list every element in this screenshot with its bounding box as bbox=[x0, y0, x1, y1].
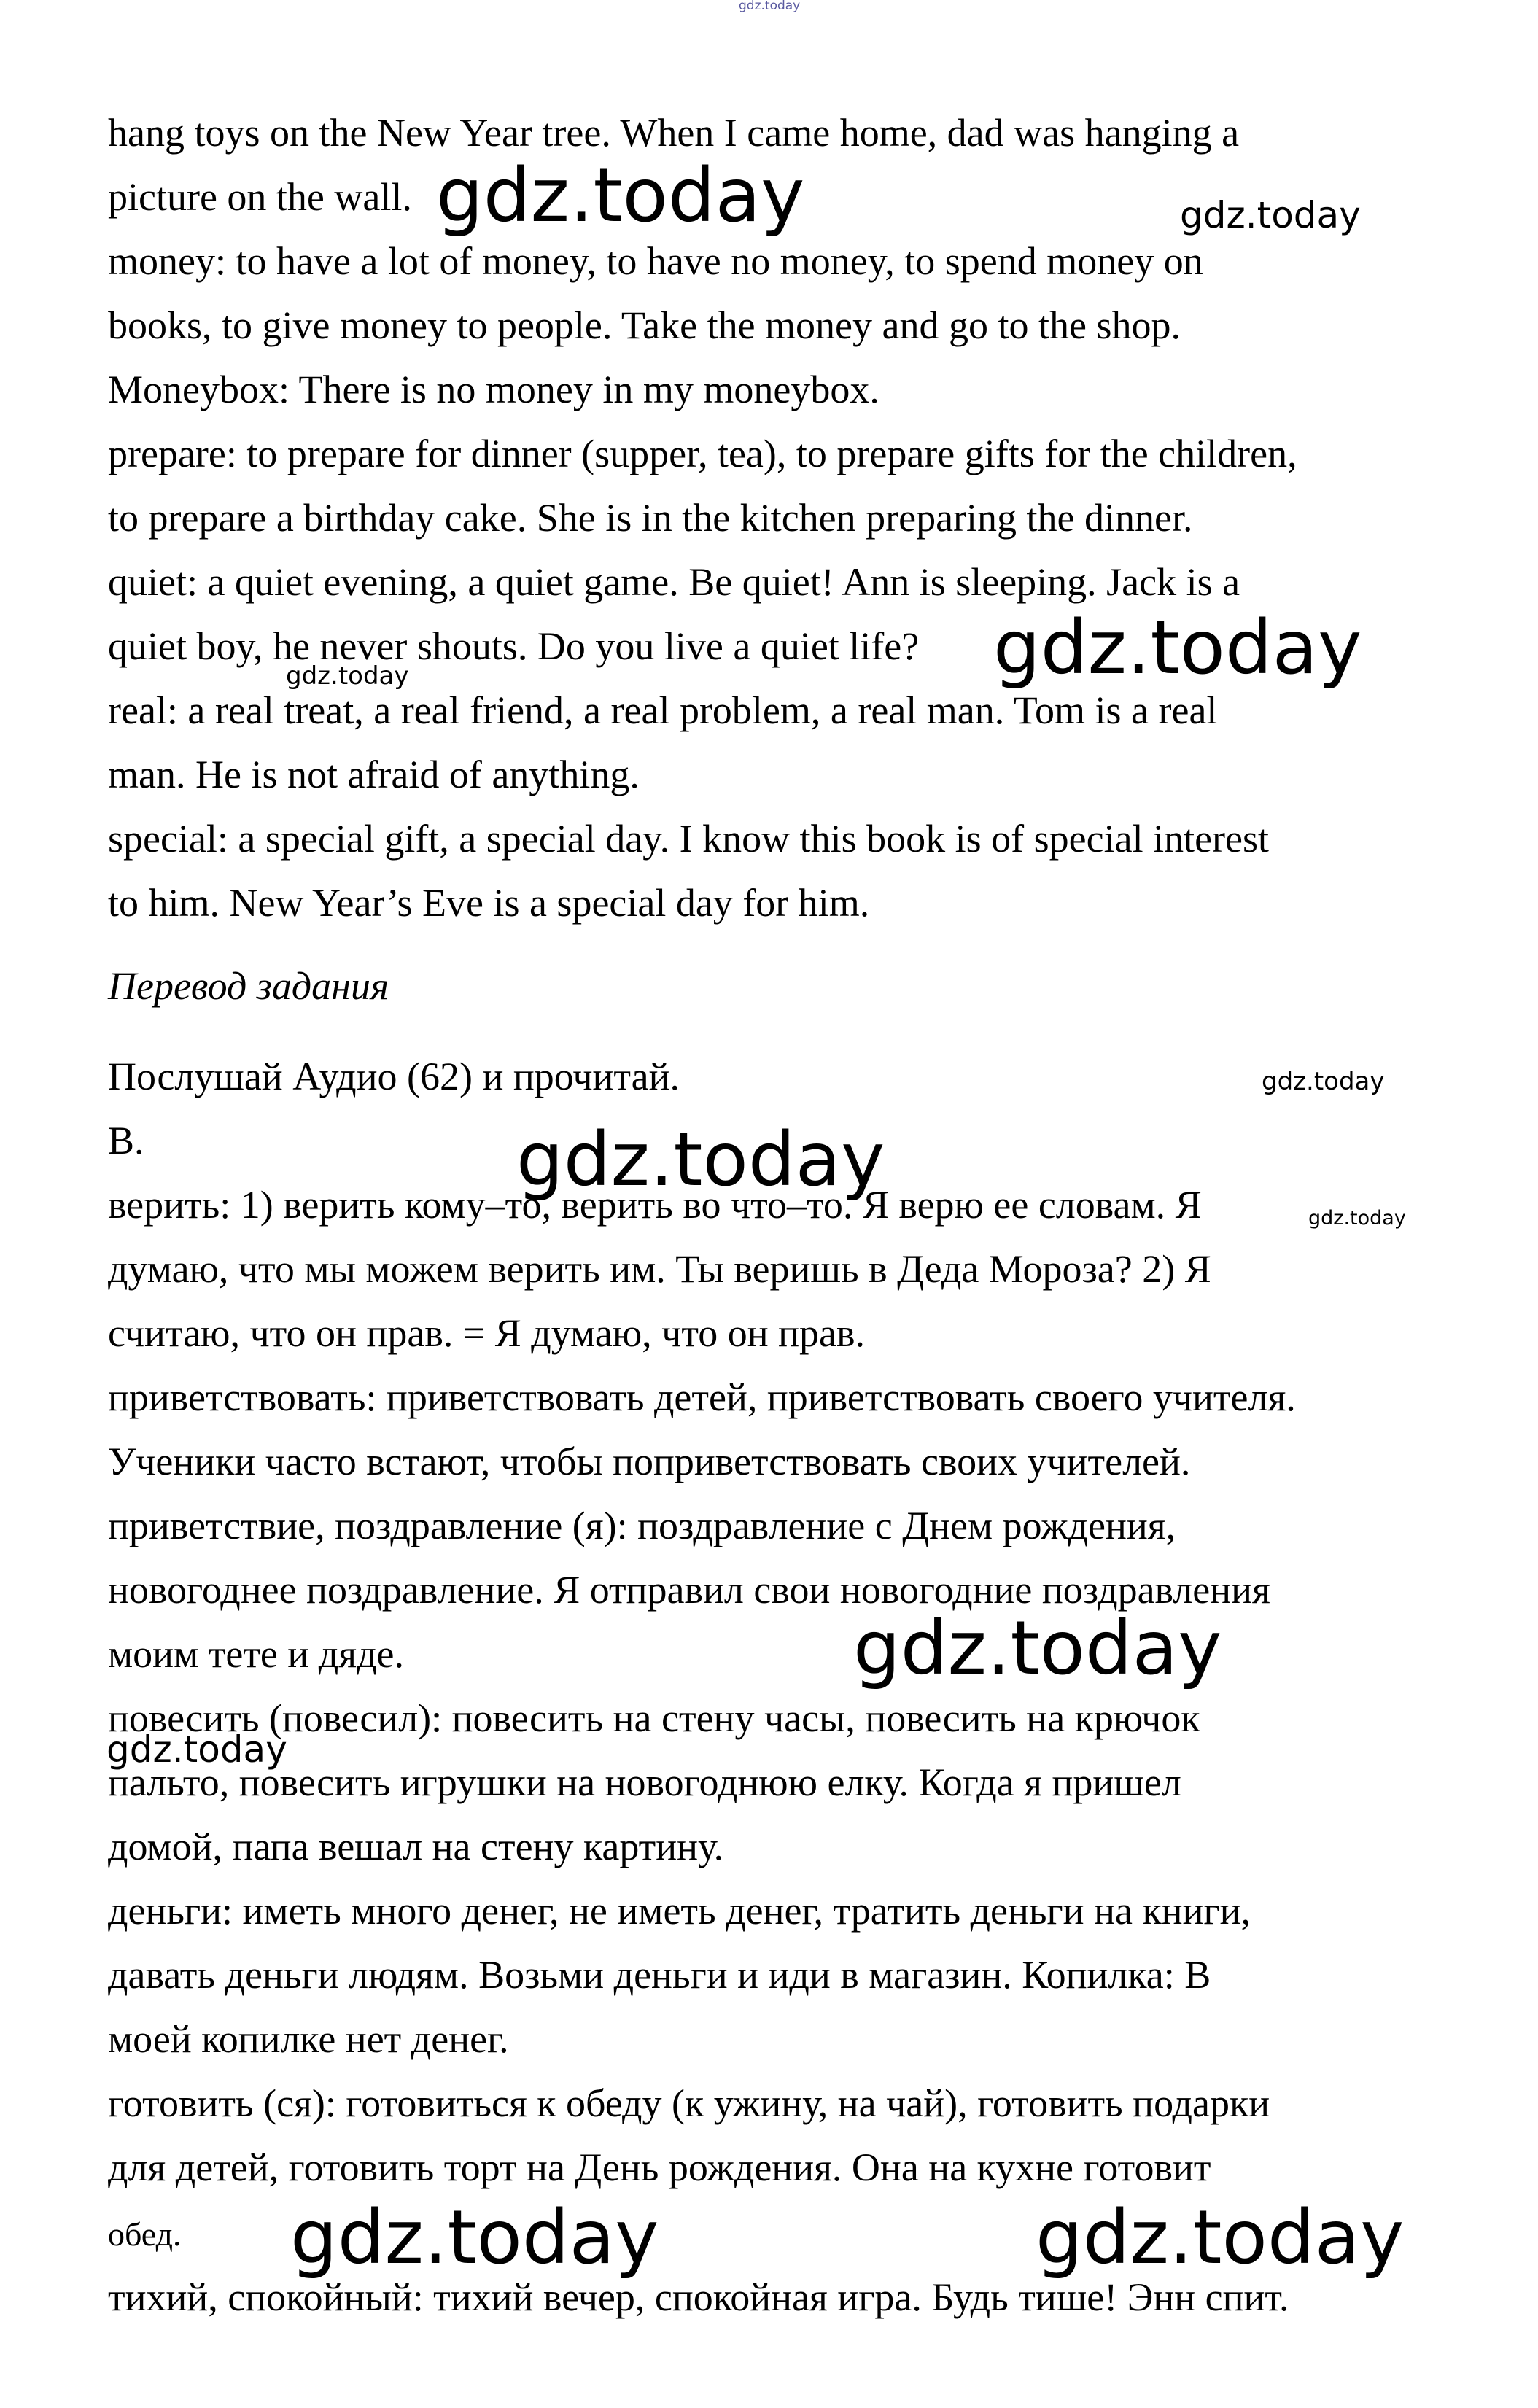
text-line: special: a special gift, a special day. I know this book is of special interest bbox=[108, 817, 1270, 861]
text-line: приветствие, поздравление (я): поздравление с Днем рождения, bbox=[108, 1504, 1176, 1547]
text-line: Moneybox: There is no money in my moneybox. bbox=[108, 368, 879, 411]
watermark: gdz.today bbox=[286, 661, 409, 691]
text-line: для детей, готовить торт на День рождения. Она на кухне готовит bbox=[108, 2145, 1211, 2189]
text-line: books, to give money to people. Take the money and go to the shop. bbox=[108, 303, 1181, 347]
text-line: quiet boy, he never shouts. Do you live a quiet life? bbox=[108, 624, 920, 668]
watermark: gdz.today bbox=[993, 605, 1362, 691]
text-line: домой, папа вешал на стену картину. bbox=[108, 1825, 724, 1868]
text-line: готовить (ся): готовиться к обеду (к ужину, на чай), готовить подарки bbox=[108, 2081, 1270, 2125]
text-line: picture on the wall. bbox=[108, 175, 412, 219]
watermark: gdz.today bbox=[853, 1605, 1222, 1692]
text-line: моей копилке нет денег. bbox=[108, 2017, 509, 2061]
watermark: gdz.today bbox=[1262, 1067, 1385, 1096]
watermark: gdz.today bbox=[1308, 1207, 1406, 1230]
text-line: quiet: a quiet evening, a quiet game. Be quiet! Ann is sleeping. Jack is a bbox=[108, 560, 1240, 604]
text-line: тихий, спокойный: тихий вечер, спокойная игра. Будь тише! Энн спит. bbox=[108, 2275, 1289, 2319]
text-line: money: to have a lot of money, to have no money, to spend money on bbox=[108, 239, 1203, 283]
text-line: давать деньги людям. Возьми деньги и иди в магазин. Копилка: В bbox=[108, 1953, 1211, 1997]
text-line: real: a real treat, a real friend, a real problem, a real man. Tom is a real bbox=[108, 688, 1218, 732]
watermark: gdz.today bbox=[436, 152, 805, 239]
text-line: деньги: иметь много денег, не иметь денег, тратить деньги на книги, bbox=[108, 1889, 1251, 1933]
section-heading: Перевод задания bbox=[108, 964, 389, 1008]
watermark: gdz.today bbox=[290, 2194, 659, 2281]
text-line: приветствовать: приветствовать детей, приветствовать своего учителя. bbox=[108, 1375, 1296, 1419]
watermark: gdz.today bbox=[1180, 194, 1361, 236]
text-line: верить: 1) верить кому–то, верить во что–то. Я верю ее словам. Я bbox=[108, 1183, 1202, 1227]
text-line: думаю, что мы можем верить им. Ты веришь в Деда Мороза? 2) Я bbox=[108, 1247, 1211, 1291]
watermark: gdz.today bbox=[106, 1728, 287, 1771]
text-line: B. bbox=[108, 1119, 144, 1162]
text-line: man. He is not afraid of anything. bbox=[108, 753, 640, 796]
text-line: to prepare a birthday cake. She is in the kitchen preparing the dinner. bbox=[108, 496, 1193, 540]
text-line: новогоднее поздравление. Я отправил свои новогодние поздравления bbox=[108, 1568, 1270, 1612]
header-watermark: gdz.today bbox=[739, 0, 801, 13]
text-line: моим тете и дяде. bbox=[108, 1632, 405, 1676]
text-line: prepare: to prepare for dinner (supper, tea), to prepare gifts for the children, bbox=[108, 432, 1297, 475]
text-line: Послушай Аудио (62) и прочитай. bbox=[108, 1055, 680, 1098]
text-line: повесить (повесил): повесить на стену часы, повесить на крючок bbox=[108, 1696, 1200, 1740]
text-line: пальто, повесить игрушки на новогоднюю елку. Когда я пришел bbox=[108, 1760, 1181, 1804]
text-line: Ученики часто встают, чтобы поприветствовать своих учителей. bbox=[108, 1440, 1191, 1483]
text-line: считаю, что он прав. = Я думаю, что он прав. bbox=[108, 1311, 865, 1355]
watermark: gdz.today bbox=[516, 1116, 885, 1203]
text-line: to him. New Year’s Eve is a special day for him. bbox=[108, 881, 870, 925]
watermark: gdz.today bbox=[1036, 2194, 1405, 2281]
text-line: обед. bbox=[108, 2215, 182, 2253]
text-line: hang toys on the New Year tree. When I came home, dad was hanging a bbox=[108, 111, 1240, 155]
